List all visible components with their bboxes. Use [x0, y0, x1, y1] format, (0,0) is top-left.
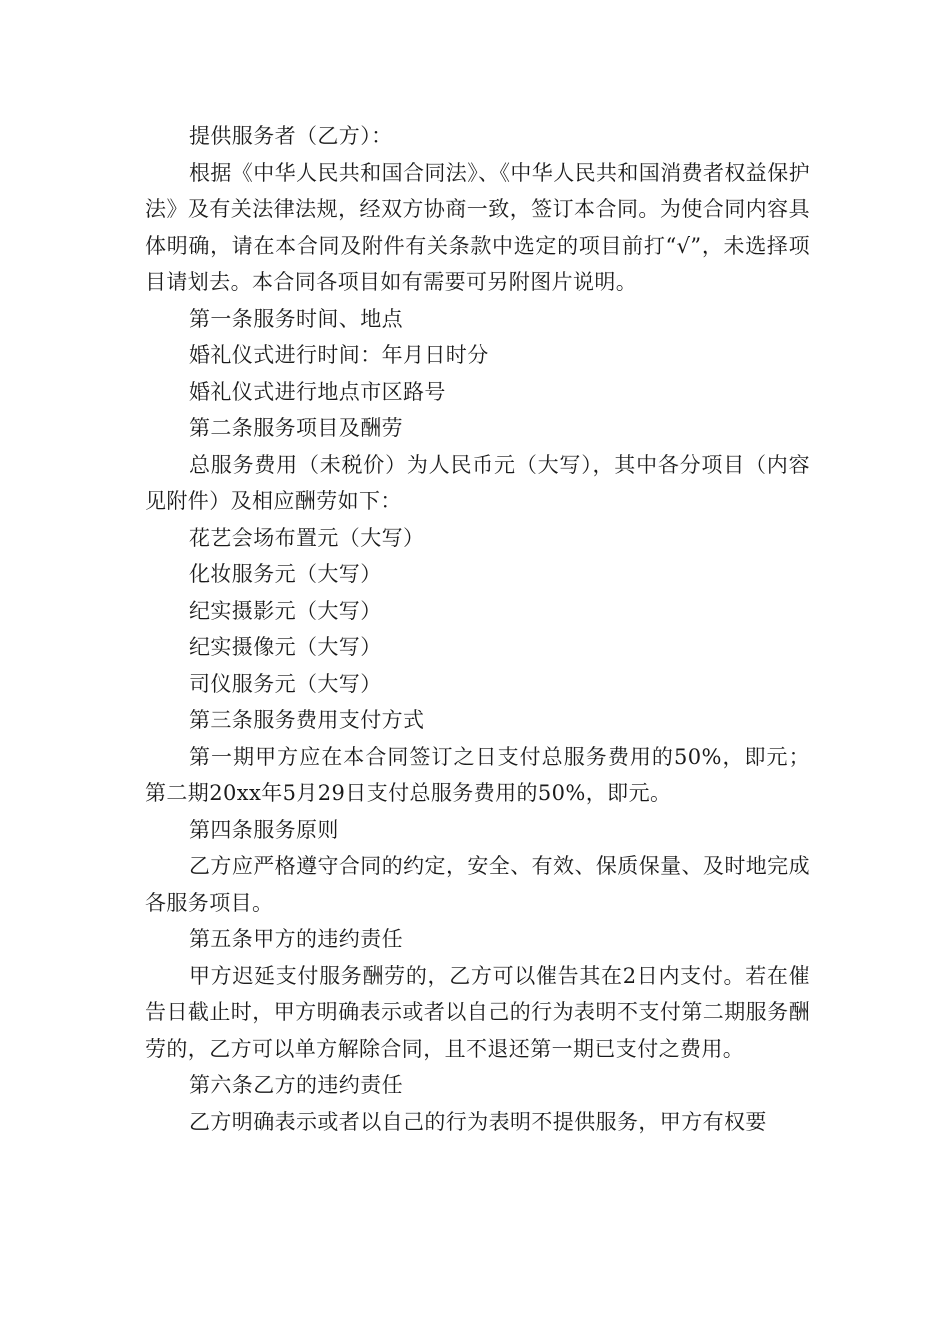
ceremony-time-line: 婚礼仪式进行时间：年月日时分: [189, 343, 489, 367]
article-5-heading: 第五条甲方的违约责任: [189, 927, 403, 951]
total-fee-paragraph: 总服务费用（未税价）为人民币元（大写），其中各分项目（内容见附件）及相应酬劳如下：: [145, 452, 810, 513]
party-a-liability-paragraph: 甲方迟延支付服务酬劳的，乙方可以催告其在2日内支付。若在催告日截止时，甲方明确表示或者以自己的行为表明不支付第二期服务酬劳的，乙方可以单方解除合同，且不退还第一期已支付之费用。: [145, 963, 810, 1061]
fee-item-makeup: 化妆服务元（大写）: [189, 562, 382, 586]
party-b-label: 提供服务者（乙方）：: [189, 124, 393, 148]
fee-item-floral: 花艺会场布置元（大写）: [189, 525, 425, 550]
ceremony-location-line: 婚礼仪式进行地点市区路号: [189, 379, 446, 404]
party-b-liability-paragraph: 乙方明确表示或者以自己的行为表明不提供服务，甲方有权要: [189, 1109, 767, 1134]
article-3-heading: 第三条服务费用支付方式: [189, 708, 425, 732]
fee-item-videography: 纪实摄像元（大写）: [189, 635, 382, 659]
fee-item-photography: 纪实摄影元（大写）: [189, 598, 382, 623]
preamble-paragraph: 根据《中华人民共和国合同法》、《中华人民共和国消费者权益保护法》及有关法律法规，经双方协商一致，签订本合同。为使合同内容具体明确，请在本合同及附件有关条款中选定的项目前打“√”，未选择项目请划去。本合同各项目如有需要可另附图片说明。: [145, 160, 810, 294]
article-2-heading: 第二条服务项目及酬劳: [189, 416, 403, 440]
payment-terms-paragraph: 第一期甲方应在本合同签订之日支付总服务费用的50%，即元；第二期20xx年5月29日支付总服务费用的50%，即元。: [145, 744, 810, 805]
article-1-heading: 第一条服务时间、地点: [189, 306, 403, 331]
document-page: [145, 118, 810, 1140]
fee-item-mc: 司仪服务元（大写）: [189, 671, 382, 696]
article-4-heading: 第四条服务原则: [189, 817, 339, 842]
article-6-heading: 第六条乙方的违约责任: [189, 1073, 403, 1097]
service-principle-paragraph: 乙方应严格遵守合同的约定，安全、有效、保质保量、及时地完成各服务项目。: [145, 854, 810, 915]
